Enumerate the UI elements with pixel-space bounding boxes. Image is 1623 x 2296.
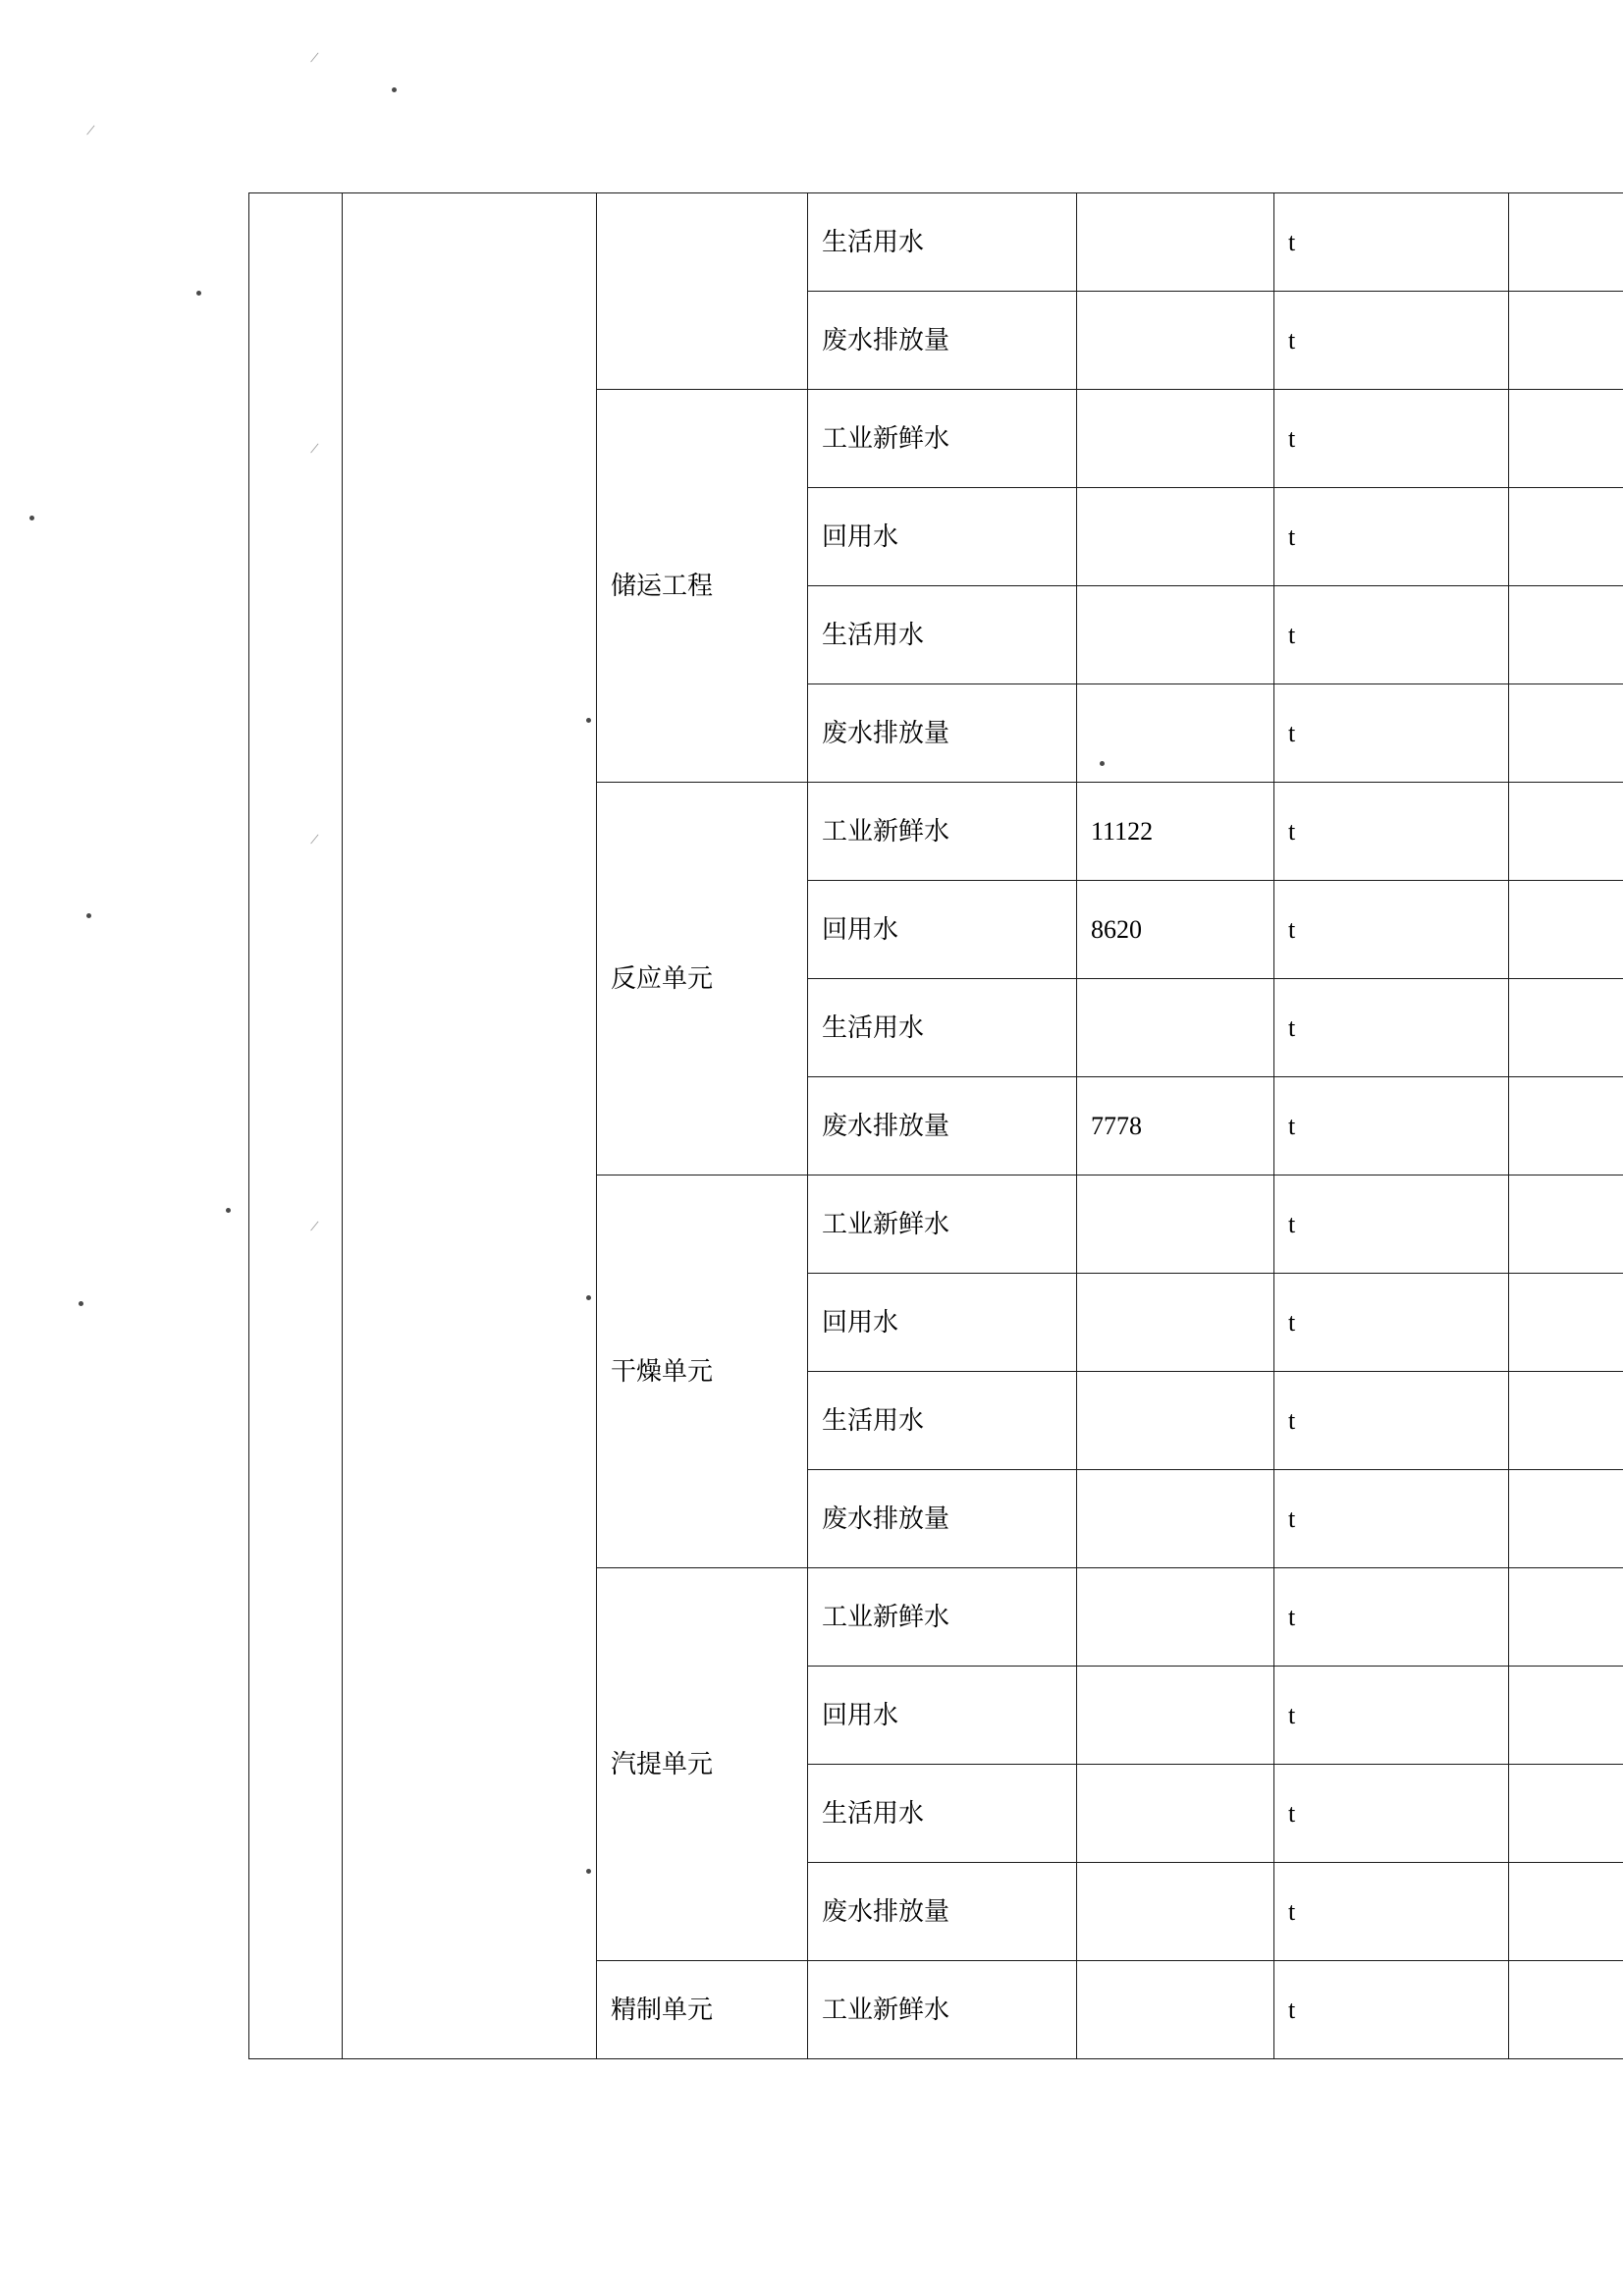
- item-cell: 工业新鲜水: [808, 390, 1077, 488]
- remark-cell: [1509, 881, 1623, 979]
- remark-cell: [1509, 1470, 1623, 1568]
- item-cell: 废水排放量: [808, 1863, 1077, 1961]
- value-cell: [1077, 1863, 1274, 1961]
- value-cell: 7778: [1077, 1077, 1274, 1175]
- unit-cell: t: [1274, 783, 1509, 881]
- item-cell: 废水排放量: [808, 1077, 1077, 1175]
- scan-mark: [226, 1208, 231, 1213]
- value-cell: 8620: [1077, 881, 1274, 979]
- unit-cell: t: [1274, 292, 1509, 390]
- item-cell: 废水排放量: [808, 1470, 1077, 1568]
- value-cell: [1077, 979, 1274, 1077]
- unit-cell: t: [1274, 1863, 1509, 1961]
- stage-cell: 汽提单元: [597, 1568, 808, 1961]
- unit-cell: t: [1274, 1470, 1509, 1568]
- unit-cell: t: [1274, 1372, 1509, 1470]
- stage-cell: 反应单元: [597, 783, 808, 1175]
- row-span-col-a: [249, 193, 343, 2059]
- item-cell: 生活用水: [808, 979, 1077, 1077]
- unit-cell: t: [1274, 1175, 1509, 1274]
- value-cell: [1077, 390, 1274, 488]
- item-cell: 生活用水: [808, 1765, 1077, 1863]
- item-cell: 生活用水: [808, 193, 1077, 292]
- value-cell: [1077, 684, 1274, 783]
- scan-mark: /: [308, 47, 320, 68]
- value-cell: [1077, 1274, 1274, 1372]
- unit-cell: t: [1274, 881, 1509, 979]
- stage-cell: 干燥单元: [597, 1175, 808, 1568]
- value-cell: [1077, 193, 1274, 292]
- item-cell: 工业新鲜水: [808, 1175, 1077, 1274]
- value-cell: [1077, 1765, 1274, 1863]
- item-cell: 生活用水: [808, 1372, 1077, 1470]
- remark-cell: [1509, 1274, 1623, 1372]
- remark-cell: [1509, 783, 1623, 881]
- item-cell: 工业新鲜水: [808, 1961, 1077, 2059]
- ink-dot: [586, 1869, 591, 1874]
- item-cell: 工业新鲜水: [808, 1568, 1077, 1667]
- item-cell: 回用水: [808, 881, 1077, 979]
- remark-cell: [1509, 390, 1623, 488]
- remark-cell: [1509, 1765, 1623, 1863]
- scan-mark: /: [84, 120, 96, 140]
- scan-mark: [196, 291, 201, 296]
- remark-cell: [1509, 1077, 1623, 1175]
- value-cell: [1077, 1470, 1274, 1568]
- stage-cell: [597, 193, 808, 390]
- item-cell: 废水排放量: [808, 684, 1077, 783]
- remark-cell: [1509, 193, 1623, 292]
- remark-cell: [1509, 684, 1623, 783]
- unit-cell: t: [1274, 586, 1509, 684]
- unit-cell: t: [1274, 684, 1509, 783]
- table-body: [249, 193, 1623, 2059]
- unit-cell: t: [1274, 979, 1509, 1077]
- item-cell: 工业新鲜水: [808, 783, 1077, 881]
- value-cell: [1077, 1961, 1274, 2059]
- ink-dot: [586, 1295, 591, 1300]
- stage-cell: 储运工程: [597, 390, 808, 783]
- remark-cell: [1509, 1667, 1623, 1765]
- remark-cell: [1509, 1568, 1623, 1667]
- remark-cell: [1509, 1863, 1623, 1961]
- scan-mark: [79, 1301, 83, 1306]
- value-cell: [1077, 488, 1274, 586]
- remark-cell: [1509, 488, 1623, 586]
- scan-mark: [29, 516, 34, 520]
- unit-cell: t: [1274, 193, 1509, 292]
- remark-cell: [1509, 292, 1623, 390]
- value-cell: [1077, 1667, 1274, 1765]
- scan-mark: /: [308, 829, 320, 849]
- item-cell: 生活用水: [808, 586, 1077, 684]
- item-cell: 回用水: [808, 488, 1077, 586]
- row-span-col-b: [343, 193, 597, 2059]
- ink-dot: [586, 718, 591, 723]
- unit-cell: t: [1274, 1077, 1509, 1175]
- value-cell: 11122: [1077, 783, 1274, 881]
- unit-cell: t: [1274, 1765, 1509, 1863]
- remark-cell: [1509, 1961, 1623, 2059]
- value-cell: [1077, 586, 1274, 684]
- unit-cell: t: [1274, 390, 1509, 488]
- scan-mark: [392, 87, 397, 92]
- remark-cell: [1509, 1372, 1623, 1470]
- scan-mark: [86, 913, 91, 918]
- unit-cell: t: [1274, 1568, 1509, 1667]
- unit-cell: t: [1274, 1274, 1509, 1372]
- item-cell: 回用水: [808, 1667, 1077, 1765]
- value-cell: [1077, 292, 1274, 390]
- scan-mark: /: [308, 1216, 320, 1236]
- item-cell: 回用水: [808, 1274, 1077, 1372]
- unit-cell: t: [1274, 1961, 1509, 2059]
- remark-cell: [1509, 1175, 1623, 1274]
- stage-cell: 精制单元: [597, 1961, 808, 2059]
- unit-cell: t: [1274, 1667, 1509, 1765]
- remark-cell: [1509, 586, 1623, 684]
- water-usage-table: [248, 192, 1623, 2059]
- value-cell: [1077, 1372, 1274, 1470]
- value-cell: [1077, 1568, 1274, 1667]
- value-cell: [1077, 1175, 1274, 1274]
- remark-cell: [1509, 979, 1623, 1077]
- item-cell: 废水排放量: [808, 292, 1077, 390]
- scan-mark: /: [308, 438, 320, 459]
- table-row: [249, 193, 1623, 292]
- unit-cell: t: [1274, 488, 1509, 586]
